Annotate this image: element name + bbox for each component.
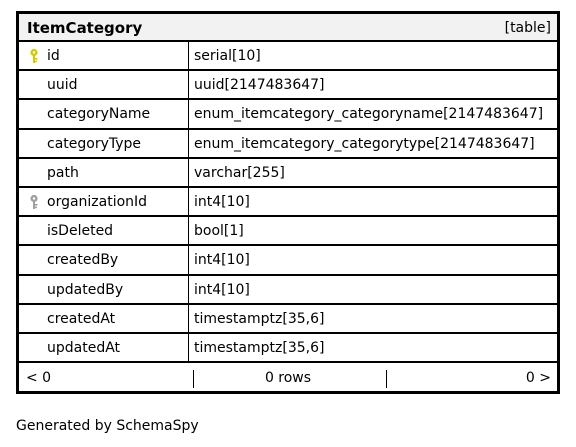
column-type: timestamptz[35,6] xyxy=(194,310,325,327)
column-row xyxy=(19,334,557,363)
generated-by-label: Generated by SchemaSpy xyxy=(16,418,199,434)
column-name-cell xyxy=(19,305,189,332)
footer-divider xyxy=(386,370,387,388)
column-name-cell xyxy=(19,100,189,127)
primary-key-icon xyxy=(28,48,40,64)
schema-table xyxy=(16,11,560,394)
column-type: int4[10] xyxy=(194,193,250,210)
column-name-cell xyxy=(19,217,189,244)
footer-right: 0 > xyxy=(525,370,551,386)
column-row xyxy=(19,276,557,305)
table-footer xyxy=(19,368,557,391)
column-type: varchar[255] xyxy=(194,164,285,181)
footer-left: < 0 xyxy=(26,370,52,386)
column-name: categoryName xyxy=(47,106,151,123)
column-type: bool[1] xyxy=(194,223,244,240)
column-name: categoryType xyxy=(47,135,142,152)
column-row xyxy=(19,130,557,159)
column-name-cell xyxy=(19,246,189,273)
table-title: ItemCategory xyxy=(27,19,143,37)
column-row xyxy=(19,246,557,275)
column-row xyxy=(19,305,557,334)
column-name: organizationId xyxy=(47,193,148,210)
table-kind-label: [table] xyxy=(504,20,551,36)
column-name-cell xyxy=(19,159,189,186)
column-name-cell xyxy=(19,130,189,157)
column-name: uuid xyxy=(47,77,78,94)
column-type: int4[10] xyxy=(194,252,250,269)
column-row xyxy=(19,159,557,188)
table-header xyxy=(19,14,557,42)
column-name: createdAt xyxy=(47,310,116,327)
column-row xyxy=(19,100,557,129)
column-name-cell xyxy=(19,71,189,98)
column-name: updatedAt xyxy=(47,339,121,356)
column-row xyxy=(19,71,557,100)
column-type: uuid[2147483647] xyxy=(194,77,325,94)
column-row xyxy=(19,188,557,217)
column-name: updatedBy xyxy=(47,281,124,298)
column-name: createdBy xyxy=(47,252,119,269)
column-name: path xyxy=(47,164,79,181)
column-name-cell xyxy=(19,276,189,303)
column-name: isDeleted xyxy=(47,223,114,240)
column-name-cell xyxy=(19,334,189,361)
column-name-cell xyxy=(19,188,189,215)
column-type: serial[10] xyxy=(194,48,261,64)
column-type: int4[10] xyxy=(194,281,250,298)
column-name: id xyxy=(47,48,60,64)
column-name-cell xyxy=(19,42,189,69)
column-type: timestamptz[35,6] xyxy=(194,339,325,356)
column-row xyxy=(19,42,557,71)
foreign-key-icon xyxy=(28,194,40,210)
column-row xyxy=(19,217,557,246)
column-list xyxy=(19,42,557,363)
footer-row-count: 0 rows xyxy=(264,370,312,386)
column-type: enum_itemcategory_categoryname[2147483647] xyxy=(194,106,544,123)
column-type: enum_itemcategory_categorytype[2147483647] xyxy=(194,135,535,152)
